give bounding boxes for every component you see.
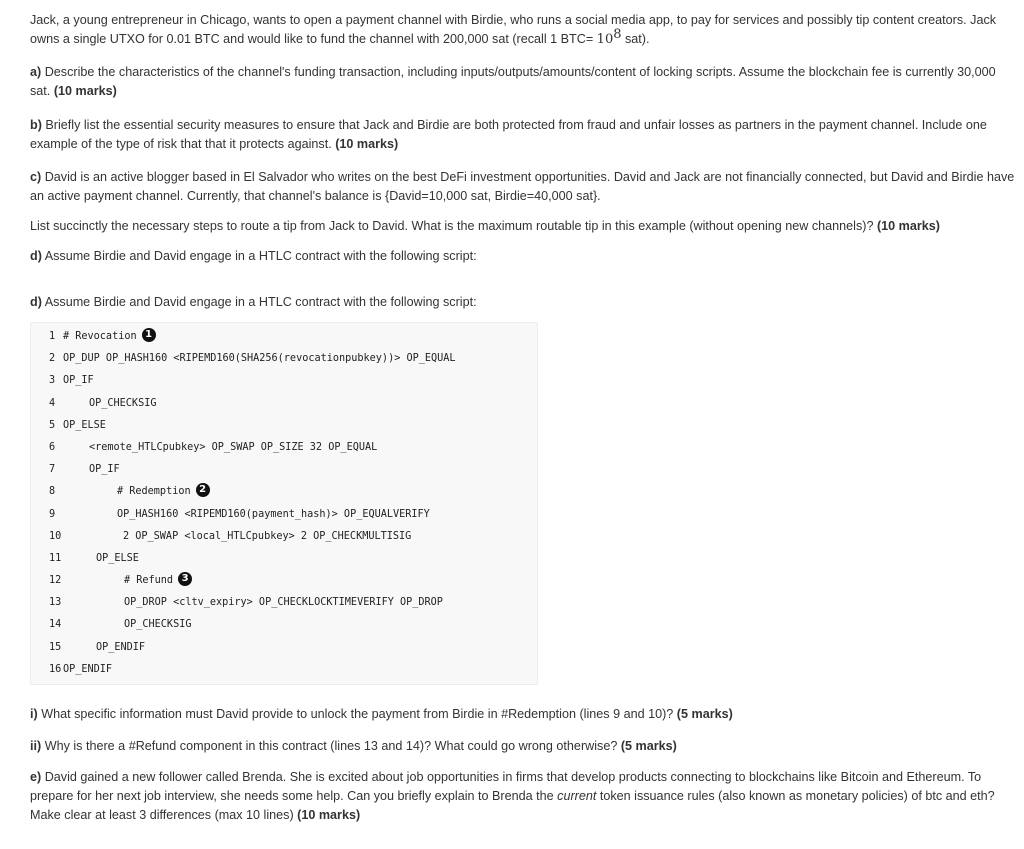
question-c-text: David is an active blogger based in El Salvador who writes on the best DeFi investment opportunities. David and Jack are not financially connected, but David and Birdie have an active payment channel. Currently, that channel's balance is {David=10,000 sat, Birdie=40,000 sat}. [30, 170, 1015, 203]
code-line-2 [49, 348, 537, 370]
question-d-label: d) [30, 249, 42, 263]
code-line-5 [49, 415, 537, 437]
code-line-9 [49, 504, 537, 526]
question-d-i-text: What specific information must David provide to unlock the payment from Birdie in #Redemption (lines 9 and 10)? [37, 707, 677, 721]
question-b-text: Briefly list the essential security measures to ensure that Jack and Birdie are both protected from fraud and unfair losses as partners in the payment channel. Include one example of the type of risk that that it protects against. [30, 118, 987, 151]
code-line-8 [49, 481, 537, 503]
question-d-repeat-text: Assume Birdie and David engage in a HTLC contract with the following script: [41, 295, 477, 309]
code-line-13 [49, 592, 537, 614]
line-number: 4 [49, 397, 56, 409]
question-c-label: c) [30, 170, 42, 184]
code-line-14 [49, 614, 537, 636]
code-text: OP_IF [89, 464, 120, 476]
question-document [30, 11, 1015, 825]
question-e-marks: (10 marks) [297, 808, 361, 822]
code-line-10 [49, 526, 537, 548]
code-text: OP_DROP <cltv_expiry> OP_CHECKLOCKTIMEVERIFY OP_DROP [124, 597, 443, 609]
question-d-repeat-label: d) [30, 295, 42, 309]
question-e-label: e) [30, 770, 42, 784]
question-d-i-marks: (5 marks) [676, 707, 733, 721]
code-line-1 [49, 326, 537, 348]
line-number: 1 [49, 331, 56, 342]
badge-3-icon: 3 [178, 572, 192, 586]
question-a [30, 63, 1015, 101]
line-number: 6 [49, 441, 56, 453]
code-text: OP_CHECKSIG [89, 397, 157, 409]
question-d [30, 247, 1015, 266]
question-d-ii-marks: (5 marks) [620, 739, 677, 753]
code-text: <remote_HTLCpubkey> OP_SWAP OP_SIZE 32 OP_EQUAL [89, 441, 378, 453]
question-d-repeat [30, 293, 1015, 312]
question-d-text: Assume Birdie and David engage in a HTLC contract with the following script: [41, 249, 477, 263]
question-a-marks: (10 marks) [53, 84, 117, 98]
line-number: 12 [49, 575, 62, 587]
question-b-marks: (10 marks) [335, 137, 399, 151]
code-text: 2 OP_SWAP <local_HTLCpubkey> 2 OP_CHECKMULTISIG [123, 530, 412, 542]
question-e-emphasis: current [557, 789, 597, 803]
power-base: 10 [596, 32, 614, 47]
code-line-12 [49, 570, 537, 592]
badge-1-icon: 1 [142, 328, 156, 342]
question-a-text: Describe the characteristics of the channel's funding transaction, including inputs/outputs/amounts/content of locking scripts. Assume the blockchain fee is currently 30,000 sat. [30, 65, 996, 98]
code-text: OP_IF [63, 375, 94, 387]
code-text: OP_ELSE [96, 552, 139, 564]
code-text: # Refund [124, 575, 174, 587]
question-c-list-text: List succinctly the necessary steps to route a tip from Jack to David. What is the maximum routable tip in this example (without opening new channels)? [30, 219, 877, 233]
question-a-label: a) [30, 65, 42, 79]
question-d-ii-text: Why is there a #Refund component in this contract (lines 13 and 14)? What could go wrong otherwise? [41, 739, 621, 753]
line-number: 13 [49, 597, 62, 609]
code-text: # Revocation [63, 331, 137, 342]
line-number: 14 [49, 619, 62, 631]
question-b-label: b) [30, 118, 42, 132]
line-number: 5 [49, 419, 56, 431]
code-text: OP_HASH160 <RIPEMD160(payment_hash)> OP_EQUALVERIFY [117, 508, 430, 520]
line-number: 11 [49, 552, 62, 564]
line-number: 3 [49, 375, 56, 387]
line-number: 7 [49, 464, 56, 476]
line-number: 2 [49, 353, 56, 365]
question-e [30, 768, 1015, 825]
code-text: OP_DUP OP_HASH160 <RIPEMD160(SHA256(revocationpubkey))> OP_EQUAL [63, 353, 456, 365]
code-line-11 [49, 548, 537, 570]
power-exponent: 8 [613, 26, 622, 42]
code-line-3 [49, 370, 537, 392]
code-text: OP_ELSE [63, 419, 106, 431]
question-c-list-marks: (10 marks) [876, 219, 940, 233]
code-text: OP_ENDIF [96, 641, 146, 653]
htlc-script-block [30, 322, 538, 685]
line-number: 16 [49, 663, 62, 675]
code-line-15 [49, 637, 537, 659]
code-text: OP_ENDIF [63, 663, 113, 675]
line-number: 10 [49, 530, 62, 542]
code-line-7 [49, 459, 537, 481]
code-text: # Redemption [117, 486, 191, 498]
code-line-16 [49, 659, 537, 681]
code-text: OP_CHECKSIG [124, 619, 192, 631]
line-number: 9 [49, 508, 56, 520]
question-b [30, 116, 1015, 154]
question-e-text: David gained a new follower called Brenda. She is excited about job opportunities in firms that develop products connecting to blockchains like Bitcoin and Ethereum. To prepare for her next job interview, she needs some help. Can you briefly explain to Brenda the [30, 770, 982, 803]
line-number: 8 [49, 486, 56, 498]
intro-text: Jack, a young entrepreneur in Chicago, wants to open a payment channel with Birdie, who runs a social media app, to pay for services and possibly tip content creators. Jack owns a single UTXO for 0.01 BTC and would like to fund the channel with 200,000 sat (recall 1 BTC= [30, 13, 997, 46]
intro-paragraph [30, 11, 1015, 49]
question-d-ii-label: ii) [30, 739, 42, 753]
code-line-4 [49, 393, 537, 415]
question-c [30, 168, 1015, 206]
question-d-i-label: i) [30, 707, 38, 721]
intro-text-end: sat). [621, 32, 650, 46]
line-number: 15 [49, 641, 62, 653]
question-e-text-end: token issuance rules (also known as monetary policies) of btc and eth? Make clear at least 3 differences (max 10 lines) [30, 789, 995, 822]
badge-2-icon: 2 [196, 483, 210, 497]
question-c-list [30, 217, 1015, 236]
code-line-6 [49, 437, 537, 459]
question-d-ii [30, 737, 1015, 756]
question-d-i [30, 705, 1015, 724]
